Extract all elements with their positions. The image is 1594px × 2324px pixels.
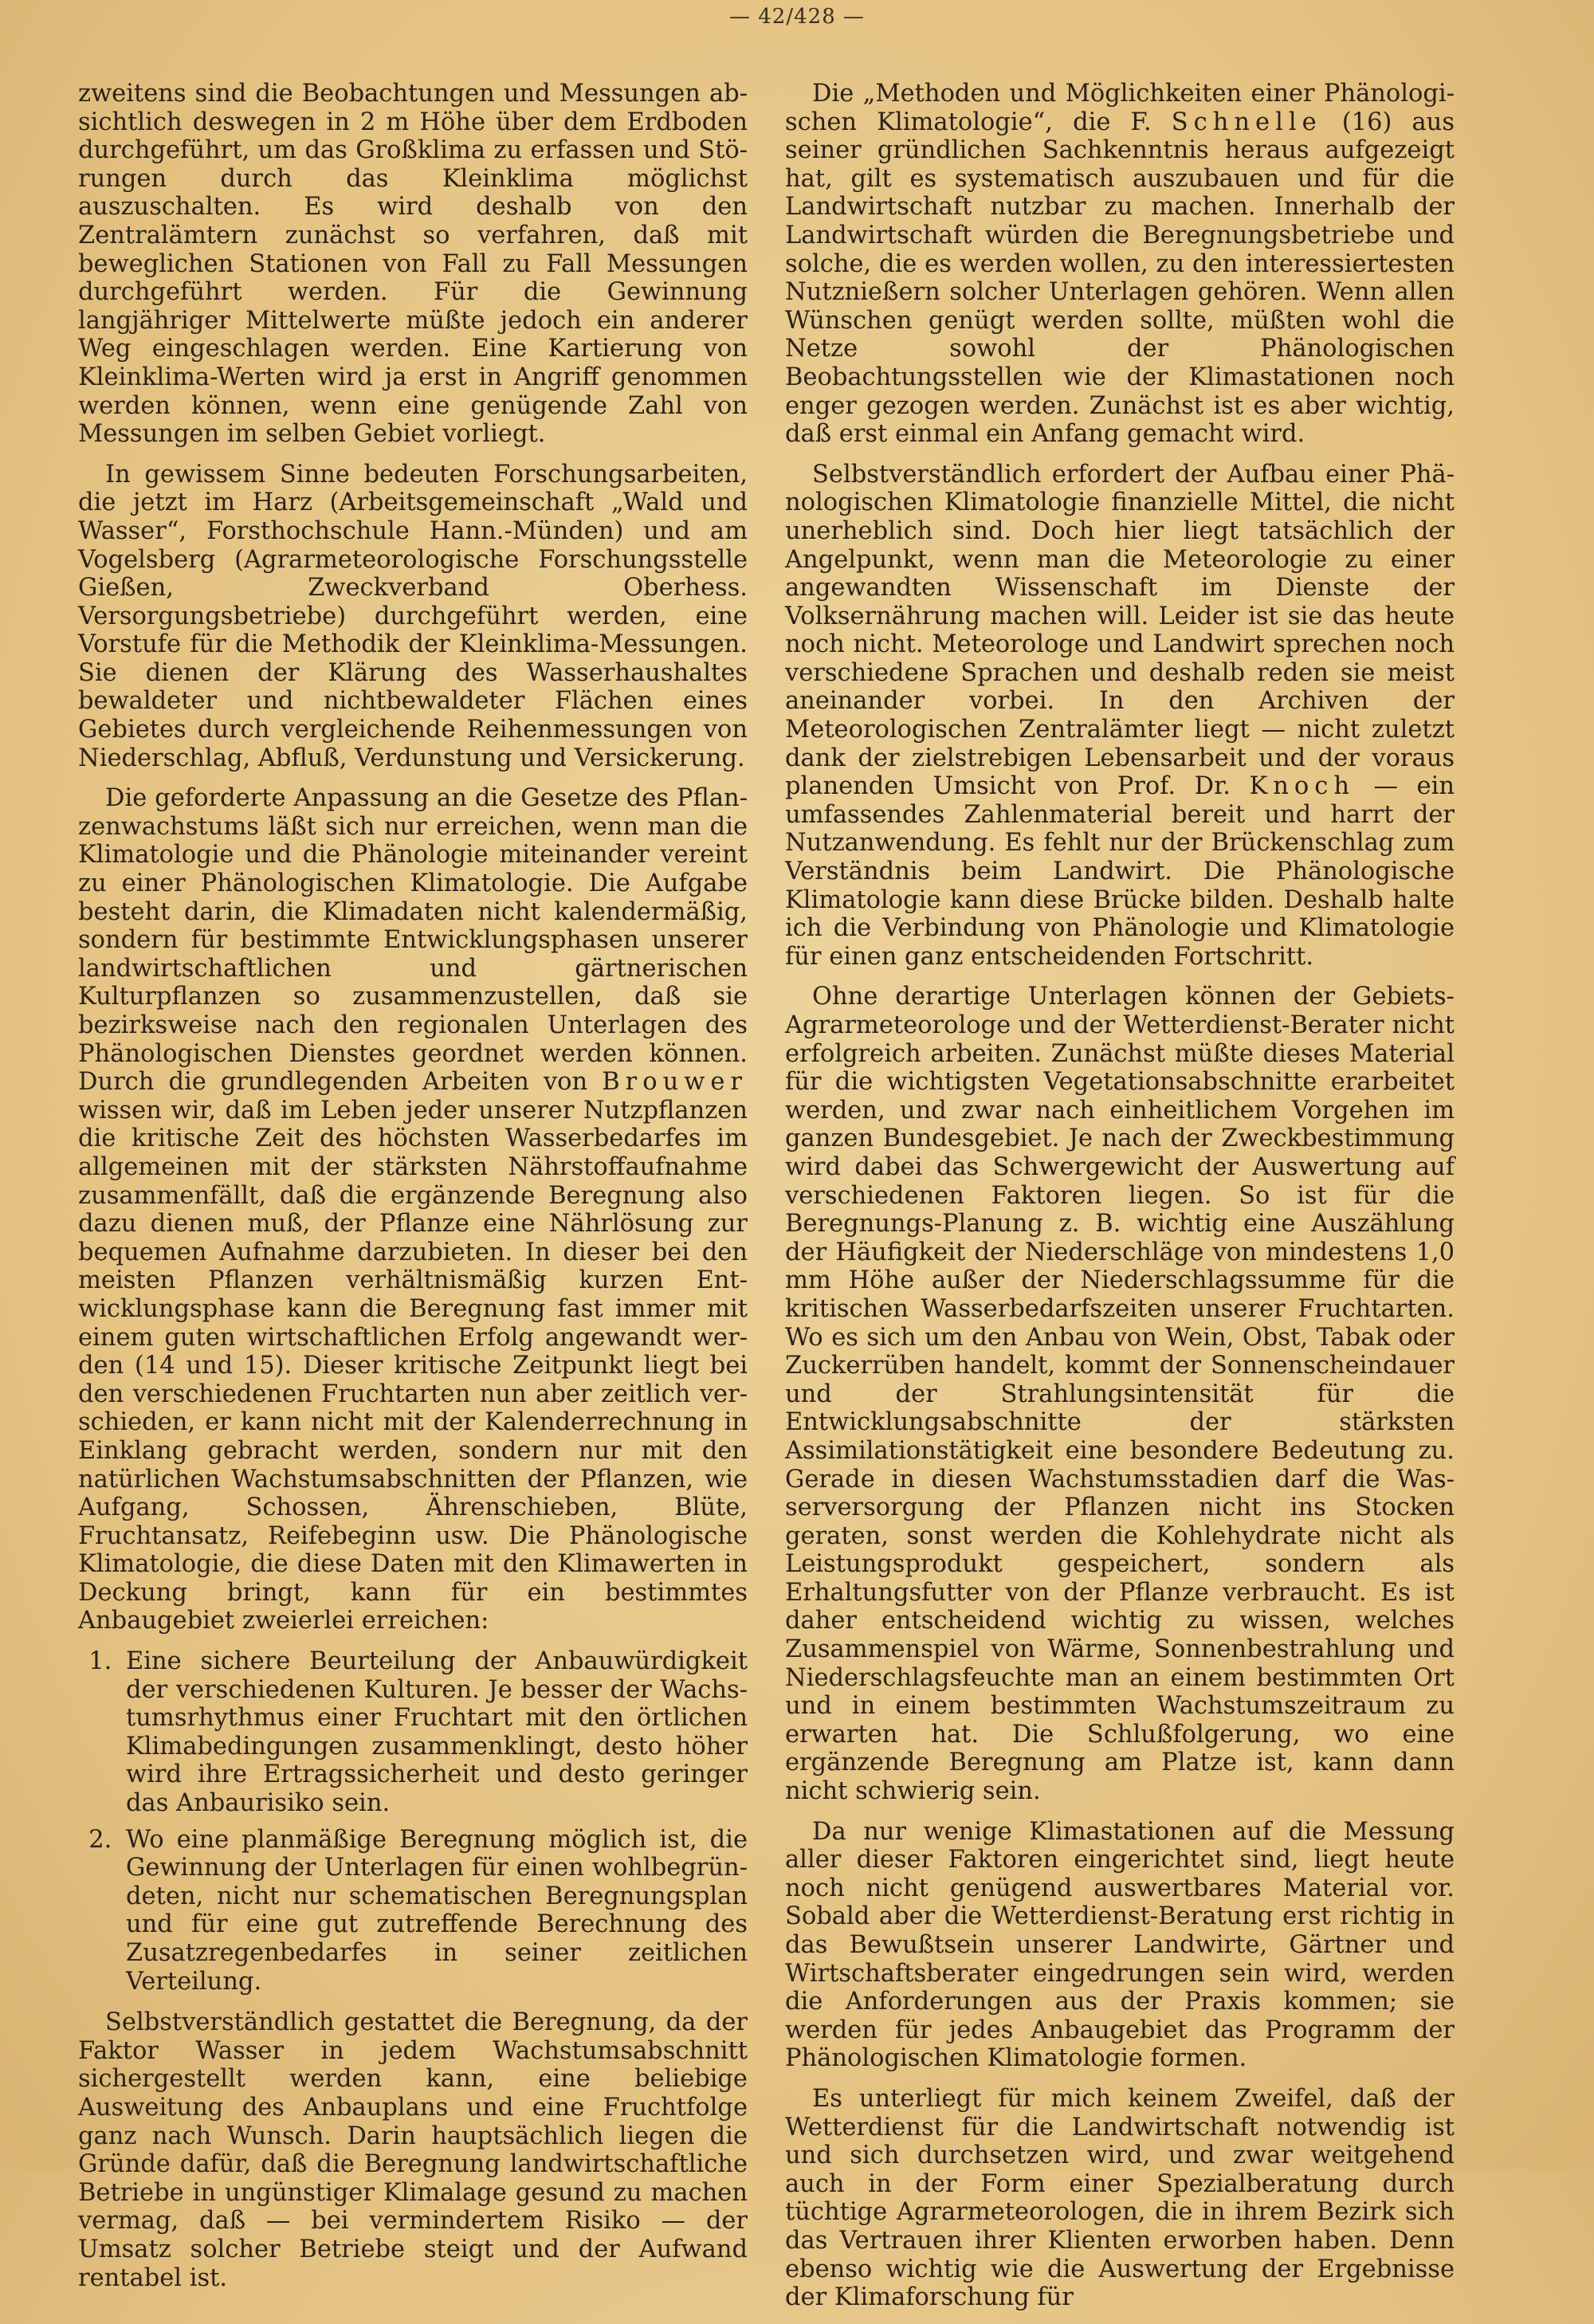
paragraph-text: Die „Methoden und Möglichkeiten einer Phänologischen Klimatologie“, die F. xyxy=(785,80,1455,136)
paragraph-text: (16) aus seiner gründlichen Sachkenntnis heraus aufgezeigt hat, gilt es systematisch auszubauen und für die Landwirtschaft nutzbar zu machen. Innerhalb der Landwirtschaft würden die Beregnungsbetriebe und solche, die es werden wollen, zu den interessiertesten Nutznießern solcher Unterlagen gehören. Wenn allen Wünschen genügt werden sollte, müßten wohl die Netze sowohl der Phänologischen Beobachtungsstellen wie der Klimastationen noch enger gezogen werden. Zunächst ist es aber wichtig, daß erst einmal ein Anfang gemacht wird. xyxy=(785,108,1455,449)
paragraph: zweitens sind die Beobachtungen und Messungen absichtlich deswegen in 2 m Höhe über dem Erdboden durchgeführt, um das Großklima zu erfassen und Störungen durch das Kleinklima möglichst auszuschalten. Es wird deshalb von den Zentralämtern zunächst so verfahren, daß mit beweglichen Stationen von Fall zu Fall Messungen durchgeführt werden. Für die Gewinnung langjähriger Mittelwerte müßte jedoch ein anderer Weg eingeschlagen werden. Eine Kartierung von Kleinklima-Werten wird ja erst in Angriff genommen werden können, wenn eine genügende Zahl von Messungen im selben Gebiet vorliegt. xyxy=(78,80,748,449)
list-item: 2. Wo eine planmäßige Beregnung möglich ist, die Gewinnung der Unterlagen für einen wohlbegründeten, nicht nur schematischen Beregnungsplan und für eine gut zutreffende Berechnung des Zusatzregenbedarfes in seiner zeitlichen Verteilung. xyxy=(120,1826,748,1996)
left-column xyxy=(78,80,748,2304)
paragraph: Da nur wenige Klimastationen auf die Messung aller dieser Faktoren eingerichtet sind, liegt heute noch nicht genügend auswertbares Material vor. Sobald aber die Wetterdienst-Beratung erst richtig in das Bewußtsein unserer Landwirte, Gärtner und Wirtschaftsberater eingedrungen sein wird, werden die Anforderungen aus der Praxis kommen; sie werden für jedes Anbaugebiet das Programm der Phänologischen Klimatologie formen. xyxy=(785,1817,1455,2073)
list-item: 1. Eine sichere Beurteilung der Anbauwürdigkeit der verschiedenen Kulturen. Je besser der Wachstumsrhythmus einer Fruchtart mit den örtlichen Klimabedingungen zusammenklingt, desto höher wird ihre Ertragssicherheit und desto geringer das Anbaurisiko sein. xyxy=(120,1647,748,1818)
author-name: Knoch xyxy=(1249,772,1356,801)
paragraph xyxy=(785,461,1455,972)
paragraph-text: wissen wir, daß im Leben jeder unserer Nutzpflanzen die kritische Zeit des höchsten Wasserbedarfes im allgemeinen mit der stärksten Nährstoffaufnahme zusammenfällt, daß die ergänzende Beregnung also dazu dienen muß, der Pflanze eine Nährlösung zur bequemen Aufnahme darzubieten. In dieser bei den meisten Pflanzen verhältnismäßig kurzen Entwicklungsphase kann die Beregnung fast immer mit einem guten wirtschaftlichen Erfolg angewandt werden (14 und 15). Dieser kritische Zeitpunkt liegt bei den verschiedenen Fruchtarten nun aber zeitlich verschieden, er kann nicht mit der Kalenderrechnung in Einklang gebracht werden, sondern nur mit den natürlichen Wachstumsabschnitten der Pflanzen, wie Aufgang, Schossen, Ährenschieben, Blüte, Fruchtansatz, Reifebeginn usw. Die Phänologische Klimatologie, die diese Daten mit den Klimawerten in Deckung bringt, kann für ein bestimmtes Anbaugebiet zweierlei erreichen: xyxy=(78,1096,748,1635)
paragraph xyxy=(785,80,1455,449)
paragraph-text: Selbstverständlich erfordert der Aufbau einer Phänologischen Klimatologie finanzielle Mittel, die nicht unerheblich sind. Doch hier liegt tatsächlich der Angelpunkt, wenn man die Meteorologie zu einer angewandten Wissenschaft im Dienste der Volksernährung machen will. Leider ist sie das heute noch nicht. Meteorologe und Landwirt sprechen noch verschiedene Sprachen und deshalb reden sie meist aneinander vorbei. In den Archiven der Meteorologischen Zentralämter liegt — nicht zuletzt dank der zielstrebigen Lebensarbeit und der voraus planenden Umsicht von Prof. Dr. xyxy=(785,460,1455,801)
paragraph-text: Die geforderte Anpassung an die Gesetze des Pflanzenwachstums läßt sich nur erreichen, wenn man die Klimatologie und die Phänologie miteinander vereint zu einer Phänologischen Klimatologie. Die Aufgabe besteht darin, die Klimadaten nicht kalendermäßig, sondern für bestimmte Entwicklungsphasen unserer landwirtschaftlichen und gärtnerischen Kulturpflanzen so zusammenzustellen, daß sie bezirksweise nach den regionalen Unterlagen des Phänologischen Dienstes geordnet werden können. Durch die grundlegenden Arbeiten von xyxy=(78,784,748,1097)
paragraph: In gewissem Sinne bedeuten Forschungsarbeiten, die jetzt im Harz (Arbeitsgemeinschaft „Wald und Wasser“, Forsthochschule Hann.-Münden) und am Vogelsberg (Agrarmeteorologische Forschungsstelle Gießen, Zweckverband Oberhess. Versorgungsbetriebe) durchgeführt werden, eine Vorstufe für die Methodik der Kleinklima-Messungen. Sie dienen der Klärung des Wasserhaushaltes bewaldeter und nichtbewaldeter Flächen eines Gebietes durch vergleichende Reihenmessungen von Niederschlag, Abfluß, Verdunstung und Versickerung. xyxy=(78,460,748,772)
paragraph-text: — ein umfassendes Zahlenmaterial bereit und harrt der Nutzanwendung. Es fehlt nur der Brückenschlag zum Verständnis beim Landwirt. Die Phänologische Klimatologie kann diese Brücke bilden. Deshalb halte ich die Verbindung von Phänologie und Klimatologie für einen ganz entscheidenden Fortschritt. xyxy=(785,772,1455,971)
numbered-list xyxy=(78,1647,748,1996)
page-number: — 42/428 — xyxy=(729,5,865,29)
right-column xyxy=(785,80,1455,2324)
paragraph: Ohne derartige Unterlagen können der Gebiets-Agrarmeteorologe und der Wetterdienst-Berater nicht erfolgreich arbeiten. Zunächst müßte dieses Material für die wichtigsten Vegetationsabschnitte erarbeitet werden, und zwar nach einheitlichem Vorgehen im ganzen Bundesgebiet. Je nach der Zweckbestimmung wird dabei das Schwergewicht der Auswertung auf verschiedenen Faktoren liegen. So ist für die Beregnungs-Planung z. B. wichtig eine Auszählung der Häufigkeit der Niederschläge von mindestens 1,0 mm Höhe außer der Niederschlagssumme für die kritischen Wasserbedarfszeiten unserer Fruchtarten. Wo es sich um den Anbau von Wein, Obst, Tabak oder Zuckerrüben handelt, kommt der Sonnenscheindauer und der Strahlungsintensität für die Entwicklungsabschnitte der stärksten Assimilationstätigkeit eine besondere Bedeutung zu. Gerade in diesen Wachstumsstadien darf die Wasserversorgung der Pflanzen nicht ins Stocken geraten, sonst werden die Kohlehydrate nicht als Leistungsprodukt gespeichert, sondern als Erhaltungsfutter von der Pflanze verbraucht. Es ist daher entscheidend wichtig zu wissen, welches Zusammenspiel von Wärme, Sonnenbestrahlung und Niederschlagsfeuchte man an einem bestimmten Ort und in einem bestimmten Wachstumszeitraum zu erwarten hat. Die Schlußfolgerung, wo eine ergänzende Beregnung am Platze ist, kann dann nicht schwierig sein. xyxy=(785,983,1455,1806)
paragraph: Selbstverständlich gestattet die Beregnung, da der Faktor Wasser in jedem Wachstumsabschnitt sichergestellt werden kann, eine beliebige Ausweitung des Anbauplans und eine Fruchtfolge ganz nach Wunsch. Darin hauptsächlich liegen die Gründe dafür, daß die Beregnung landwirtschaftliche Betriebe in ungünstiger Klimalage gesund zu machen vermag, daß — bei vermindertem Risiko — der Umsatz solcher Betriebe steigt und der Aufwand rentabel ist. xyxy=(78,2008,748,2292)
paragraph: Es unterliegt für mich keinem Zweifel, daß der Wetterdienst für die Landwirtschaft notwendig ist und sich durchsetzen wird, und zwar weitgehend auch in der Form einer Spezialberatung durch tüchtige Agrarmeteorologen, die in ihrem Bezirk sich das Vertrauen ihrer Klienten erworben haben. Denn ebenso wichtig wie die Auswertung der Ergebnisse der Klimaforschung für xyxy=(785,2084,1455,2312)
author-name: Brouwer xyxy=(602,1068,748,1097)
author-name: Schnelle xyxy=(1171,108,1322,136)
paragraph xyxy=(78,784,748,1635)
